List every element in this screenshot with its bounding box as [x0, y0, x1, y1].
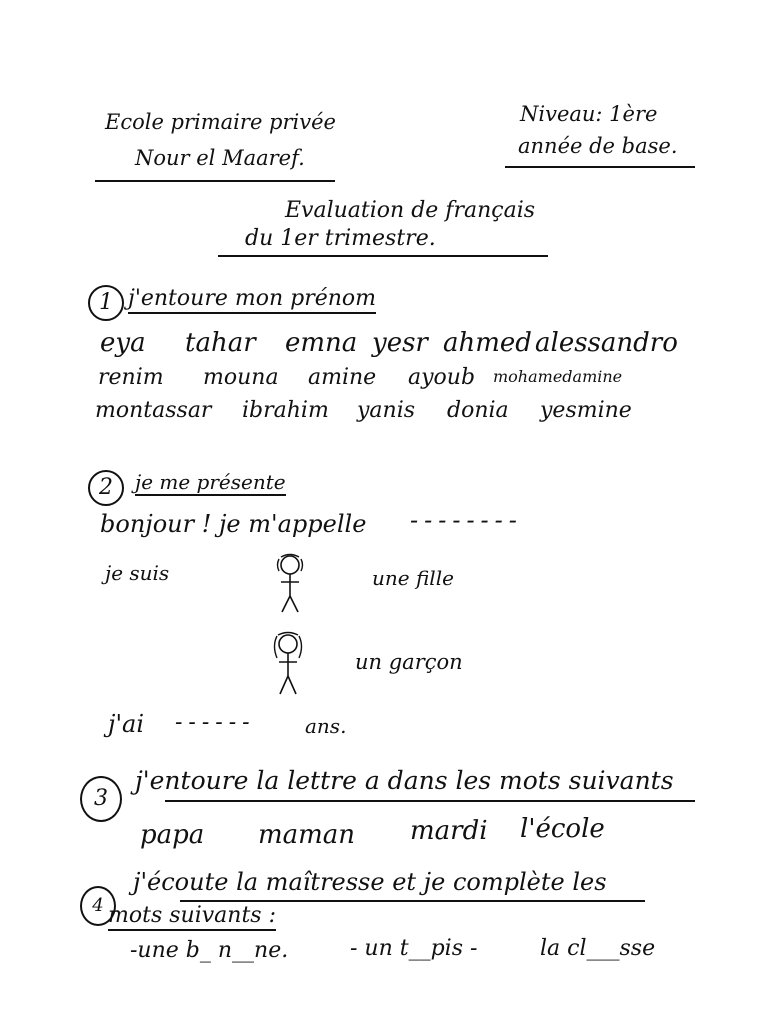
q4-item: -une b_ n__ne.	[130, 938, 289, 963]
school-underline	[95, 180, 335, 182]
name-item: mouna	[203, 365, 279, 390]
name-item: emna	[285, 328, 358, 358]
level-line1: Niveau: 1ère	[520, 102, 658, 126]
question-4-underline	[180, 900, 645, 902]
age-blank: ------	[175, 710, 256, 735]
name-item: amine	[308, 365, 377, 390]
age-prefix: j'ai	[108, 710, 145, 738]
name-item: yanis	[357, 398, 416, 423]
name-item: eya	[100, 328, 146, 358]
name-item: mohamedamine	[493, 367, 623, 386]
school-name-line2: Nour el Maaref.	[135, 146, 305, 170]
name-item: renim	[98, 365, 164, 390]
question-3-underline	[165, 800, 695, 802]
je-suis-text: je suis	[105, 561, 170, 585]
girl-figure-icon	[270, 552, 310, 618]
boy-figure-icon	[268, 630, 308, 698]
name-item: alessandro	[535, 328, 678, 358]
name-item: ahmed	[443, 328, 532, 358]
option-girl-label: une fille	[372, 566, 454, 590]
page-title-line2: du 1er trimestre.	[245, 226, 436, 251]
q3-word: maman	[258, 820, 356, 850]
name-item: ibrahim	[242, 398, 329, 423]
question-3-number: 3	[80, 776, 122, 822]
question-4-instruction-line2: mots suivants :	[108, 905, 276, 931]
name-item: montassar	[95, 398, 212, 423]
q3-word: papa	[140, 820, 205, 850]
question-2-instruction: je me présente	[135, 470, 286, 494]
name-item: tahar	[185, 328, 256, 358]
school-name-line1: Ecole primaire privée	[105, 110, 336, 134]
question-2-number: 2	[88, 470, 124, 506]
level-underline	[505, 166, 695, 168]
q3-word: mardi	[410, 816, 488, 846]
level-line2: année de base.	[518, 134, 678, 158]
name-item: yesmine	[540, 398, 632, 423]
name-item: yesr	[372, 328, 428, 358]
question-1-number: 1	[88, 285, 124, 321]
q3-word: l'école	[520, 814, 605, 844]
question-3-instruction: j'entoure la lettre a dans les mots suivants	[135, 766, 674, 795]
question-1-instruction: j'entoure mon prénom	[128, 288, 376, 314]
age-suffix: ans.	[305, 714, 347, 738]
name-blank: --------	[410, 506, 523, 534]
q4-item: la cl___sse	[540, 936, 656, 961]
title-underline	[218, 255, 548, 257]
greeting-text: bonjour ! je m'appelle	[100, 510, 367, 538]
name-item: ayoub	[408, 365, 476, 390]
page-title-line1: Evaluation de français	[285, 198, 536, 223]
q4-item: - un t__pis -	[350, 936, 478, 961]
question-4-instruction-line1: j'écoute la maîtresse et je complète les	[133, 868, 607, 896]
name-item: donia	[447, 398, 509, 423]
option-boy-label: un garçon	[355, 650, 463, 674]
question-4-number: 4	[80, 886, 116, 926]
